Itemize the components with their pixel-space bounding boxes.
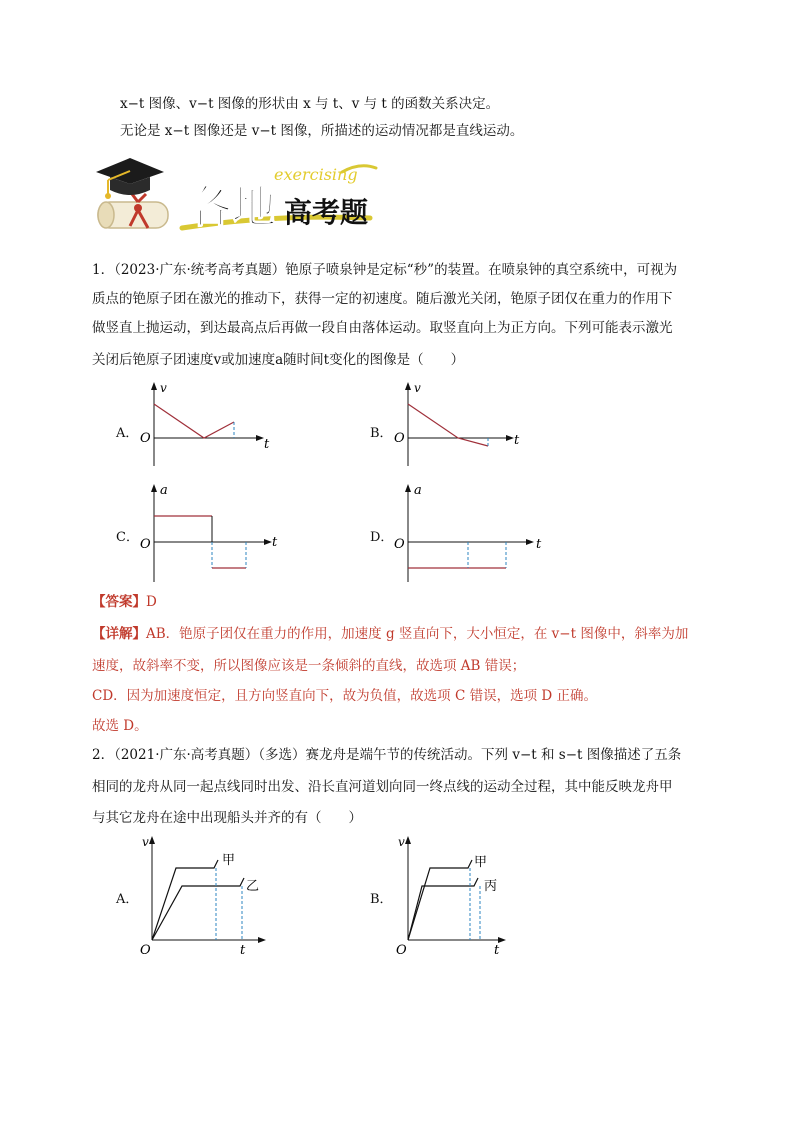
q1-line-1: 1．（2023·广东·统考高考真题）铯原子喷泉钟是定标“秒”的装置。在喷泉钟的真空系统中，可视为 — [92, 262, 678, 278]
answer-value: D — [146, 594, 157, 610]
q1-b-axis-t: t — [514, 433, 520, 448]
q2-a-axis-o: O — [140, 943, 151, 958]
q2-b-axis-v: v — [398, 835, 405, 849]
banner-script-text: exercising — [274, 165, 358, 184]
q1-b-axis-v: v — [414, 381, 421, 395]
q1-option-d-label[interactable]: D． — [370, 530, 394, 545]
q2-a-axis-t: t — [240, 943, 246, 958]
q2-b-axis-o: O — [396, 943, 407, 958]
q1-c-axis-a: a — [160, 483, 168, 498]
explain-tag: 【详解】 — [92, 626, 146, 642]
q1-b-axis-o: O — [394, 431, 405, 446]
banner-title-big: 各地 — [188, 182, 276, 233]
q2-b-axis-t: t — [494, 943, 500, 958]
q1-option-c-label[interactable]: C． — [116, 530, 139, 545]
section-banner — [92, 150, 392, 245]
q2-line-1: 2．（2021·广东·高考真题）（多选）赛龙舟是端午节的传统活动。下列 v−t 和 s−t 图像描述了五条 — [92, 747, 682, 763]
q2-graph-b — [392, 832, 542, 962]
q1-line-3: 做竖直上抛运动，到达最高点后再做一段自由落体运动。取竖直向上为正方向。下列可能表示激光 — [92, 320, 673, 336]
q1-explain-4: 故选 D。 — [92, 718, 148, 734]
q1-line-4: 关闭后铯原子团速度v或加速度a随时间t变化的图像是（ ） — [92, 352, 465, 368]
q1-a-axis-v: v — [160, 381, 167, 395]
q1-explain-3: CD．因为加速度恒定，且方向竖直向下，故为负值，故选项 C 错误，选项 D 正确。 — [92, 688, 597, 704]
q1-a-axis-o: O — [140, 431, 151, 446]
q2-a-boat-jia: 甲 — [222, 853, 236, 868]
q2-b-boat-bing: 丙 — [484, 879, 498, 894]
q1-option-a-label[interactable]: A． — [116, 426, 139, 441]
intro-line-1: x−t 图像、v−t 图像的形状由 x 与 t、v 与 t 的函数关系决定。 — [120, 96, 500, 112]
q1-option-b-label[interactable]: B． — [370, 426, 393, 441]
q1-graph-c — [130, 480, 290, 584]
q1-c-axis-t: t — [272, 535, 278, 550]
explain-text-1: AB．铯原子团仅在重力的作用，加速度 g 竖直向下，大小恒定，在 v−t 图像中，斜率为加 — [146, 626, 689, 642]
q2-a-axis-v: v — [142, 835, 149, 849]
banner-title-small: 高考题 — [284, 196, 369, 229]
q2-b-boat-jia: 甲 — [474, 855, 488, 870]
q2-a-boat-yi: 乙 — [246, 879, 260, 894]
graduation-cap-scroll-icon — [92, 150, 392, 245]
q1-explain-2: 速度，故斜率不变，所以图像应该是一条倾斜的直线，故选项 AB 错误； — [92, 658, 526, 674]
q1-d-axis-t: t — [536, 537, 542, 552]
q1-answer — [92, 592, 157, 612]
answer-tag: 【答案】 — [92, 594, 146, 610]
q1-graph-b — [384, 380, 534, 470]
q1-d-axis-o: O — [394, 537, 405, 552]
q1-explain-1 — [92, 624, 688, 644]
q1-c-axis-o: O — [140, 537, 151, 552]
q1-graph-a — [130, 380, 280, 470]
q2-option-a-label[interactable]: A． — [116, 892, 139, 907]
q2-graph-a — [136, 832, 286, 962]
q2-option-b-label[interactable]: B． — [370, 892, 393, 907]
q1-line-2: 质点的铯原子团在激光的推动下，获得一定的初速度。随后激光关闭，铯原子团仅在重力的作用下 — [92, 291, 673, 307]
q1-graph-d — [384, 480, 554, 584]
q1-d-axis-a: a — [414, 483, 422, 498]
q2-line-2: 相同的龙舟从同一起点线同时出发、沿长直河道划向同一终点线的运动全过程，其中能反映龙舟甲 — [92, 779, 673, 795]
q1-a-axis-t: t — [264, 437, 270, 452]
intro-line-2: 无论是 x−t 图像还是 v−t 图像，所描述的运动情况都是直线运动。 — [120, 123, 524, 139]
q2-line-3: 与其它龙舟在途中出现船头并齐的有（ ） — [92, 810, 362, 826]
